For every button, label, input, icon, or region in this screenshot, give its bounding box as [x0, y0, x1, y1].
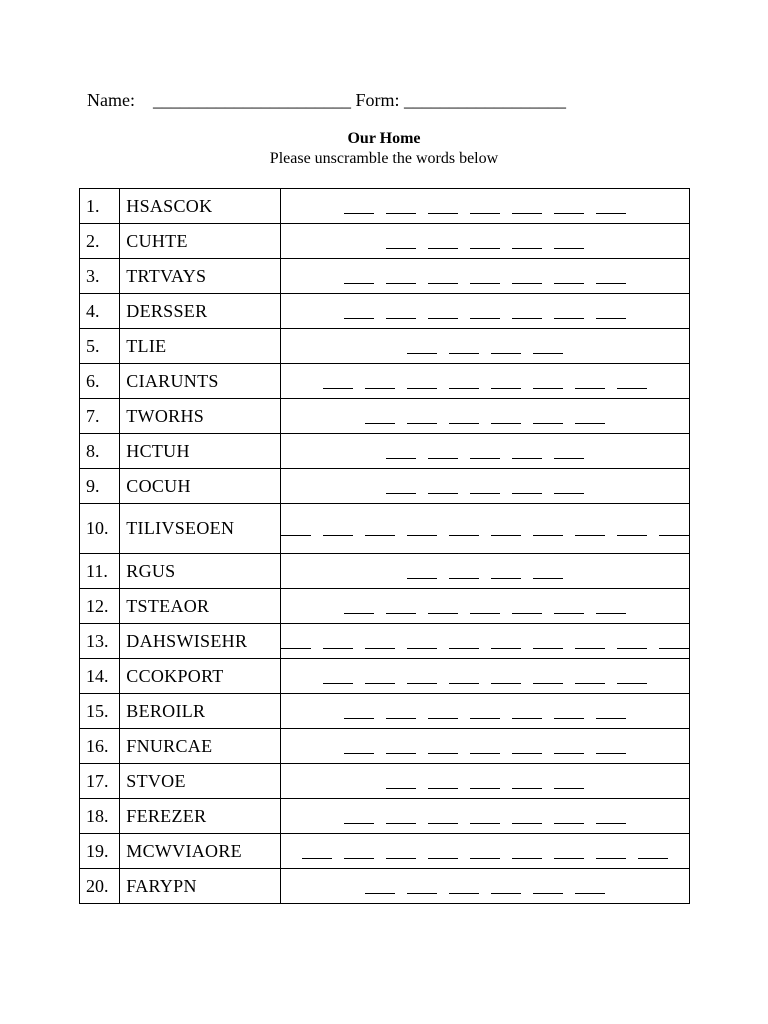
row-number: 7. — [80, 399, 120, 434]
letter-blank[interactable] — [596, 848, 626, 859]
scrambled-word: TSTEAOR — [120, 589, 281, 624]
letter-blank[interactable] — [344, 813, 374, 824]
letter-blank[interactable] — [554, 308, 584, 319]
scrambled-word: TWORHS — [120, 399, 281, 434]
letter-blank[interactable] — [617, 673, 647, 684]
answer-cell[interactable] — [281, 364, 690, 399]
answer-blanks[interactable] — [365, 413, 605, 424]
letter-blank[interactable] — [512, 743, 542, 754]
answer-cell[interactable] — [281, 624, 690, 659]
letter-blank[interactable] — [512, 848, 542, 859]
answer-cell[interactable] — [281, 294, 690, 329]
letter-blank[interactable] — [407, 638, 437, 649]
row-number: 17. — [80, 764, 120, 799]
table-row — [80, 799, 690, 834]
letter-blank[interactable] — [344, 708, 374, 719]
name-label: Name: — [87, 90, 135, 110]
letter-blank[interactable] — [428, 603, 458, 614]
letter-blank[interactable] — [449, 525, 479, 536]
answer-cell[interactable] — [281, 799, 690, 834]
letter-blank[interactable] — [512, 273, 542, 284]
letter-blank[interactable] — [386, 603, 416, 614]
letter-blank[interactable] — [659, 638, 689, 649]
row-number: 5. — [80, 329, 120, 364]
row-number: 6. — [80, 364, 120, 399]
letter-blank[interactable] — [596, 308, 626, 319]
letter-blank[interactable] — [365, 378, 395, 389]
answer-blanks[interactable] — [344, 708, 626, 719]
answer-blanks[interactable] — [407, 568, 563, 579]
letter-blank[interactable] — [575, 638, 605, 649]
letter-blank[interactable] — [281, 525, 311, 536]
letter-blank[interactable] — [470, 483, 500, 494]
letter-blank[interactable] — [344, 603, 374, 614]
row-number: 18. — [80, 799, 120, 834]
letter-blank[interactable] — [470, 203, 500, 214]
letter-blank[interactable] — [449, 413, 479, 424]
row-number: 9. — [80, 469, 120, 504]
letter-blank[interactable] — [386, 813, 416, 824]
scrambled-word: TRTVAYS — [120, 259, 281, 294]
letter-blank[interactable] — [491, 413, 521, 424]
letter-blank[interactable] — [302, 848, 332, 859]
table-row — [80, 554, 690, 589]
table-row — [80, 694, 690, 729]
letter-blank[interactable] — [470, 778, 500, 789]
letter-blank[interactable] — [428, 448, 458, 459]
letter-blank[interactable] — [554, 603, 584, 614]
letter-blank[interactable] — [323, 378, 353, 389]
scrambled-word: HCTUH — [120, 434, 281, 469]
answer-cell[interactable] — [281, 729, 690, 764]
answer-blanks[interactable] — [344, 273, 626, 284]
letter-blank[interactable] — [512, 203, 542, 214]
table-row — [80, 729, 690, 764]
letter-blank[interactable] — [365, 413, 395, 424]
letter-blank[interactable] — [344, 308, 374, 319]
letter-blank[interactable] — [428, 308, 458, 319]
scrambled-word: CUHTE — [120, 224, 281, 259]
letter-blank[interactable] — [365, 673, 395, 684]
letter-blank[interactable] — [470, 273, 500, 284]
letter-blank[interactable] — [449, 883, 479, 894]
letter-blank[interactable] — [407, 568, 437, 579]
letter-blank[interactable] — [386, 273, 416, 284]
letter-blank[interactable] — [596, 603, 626, 614]
letter-blank[interactable] — [617, 525, 647, 536]
letter-blank[interactable] — [470, 848, 500, 859]
letter-blank[interactable] — [575, 883, 605, 894]
letter-blank[interactable] — [386, 743, 416, 754]
letter-blank[interactable] — [554, 203, 584, 214]
letter-blank[interactable] — [386, 203, 416, 214]
answer-blanks[interactable] — [323, 378, 647, 389]
letter-blank[interactable] — [323, 673, 353, 684]
letter-blank[interactable] — [449, 673, 479, 684]
letter-blank[interactable] — [386, 238, 416, 249]
letter-blank[interactable] — [428, 273, 458, 284]
row-number: 13. — [80, 624, 120, 659]
answer-blanks[interactable] — [407, 343, 563, 354]
answer-blanks[interactable] — [344, 203, 626, 214]
letter-blank[interactable] — [533, 413, 563, 424]
table-row — [80, 869, 690, 904]
letter-blank[interactable] — [512, 483, 542, 494]
answer-blanks[interactable] — [386, 778, 584, 789]
letter-blank[interactable] — [617, 378, 647, 389]
letter-blank[interactable] — [428, 203, 458, 214]
answer-cell[interactable] — [281, 764, 690, 799]
letter-blank[interactable] — [596, 708, 626, 719]
letter-blank[interactable] — [512, 708, 542, 719]
worksheet-subtitle: Please unscramble the words below — [269, 150, 499, 167]
letter-blank[interactable] — [470, 603, 500, 614]
letter-blank[interactable] — [428, 743, 458, 754]
letter-blank[interactable] — [533, 883, 563, 894]
answer-blanks[interactable] — [281, 638, 689, 649]
letter-blank[interactable] — [554, 483, 584, 494]
letter-blank[interactable] — [533, 673, 563, 684]
letter-blank[interactable] — [386, 848, 416, 859]
table-row — [80, 469, 690, 504]
answer-cell[interactable] — [281, 589, 690, 624]
answer-cell[interactable] — [281, 259, 690, 294]
letter-blank[interactable] — [428, 483, 458, 494]
letter-blank[interactable] — [428, 813, 458, 824]
scrambled-word: FNURCAE — [120, 729, 281, 764]
letter-blank[interactable] — [386, 448, 416, 459]
letter-blank[interactable] — [554, 743, 584, 754]
letter-blank[interactable] — [470, 238, 500, 249]
letter-blank[interactable] — [533, 638, 563, 649]
worksheet-title: Our Home — [347, 130, 421, 147]
form-label: Form: — [355, 90, 400, 110]
row-number: 12. — [80, 589, 120, 624]
table-row — [80, 189, 690, 224]
table-row — [80, 659, 690, 694]
letter-blank[interactable] — [491, 568, 521, 579]
scrambled-word: FEREZER — [120, 799, 281, 834]
letter-blank[interactable] — [344, 273, 374, 284]
letter-blank[interactable] — [554, 448, 584, 459]
letter-blank[interactable] — [281, 638, 311, 649]
letter-blank[interactable] — [575, 378, 605, 389]
row-number: 20. — [80, 869, 120, 904]
table-row — [80, 624, 690, 659]
letter-blank[interactable] — [344, 848, 374, 859]
answer-blanks[interactable] — [323, 673, 647, 684]
row-number: 2. — [80, 224, 120, 259]
letter-blank[interactable] — [491, 343, 521, 354]
answer-blanks[interactable] — [344, 603, 626, 614]
answer-cell[interactable] — [281, 434, 690, 469]
letter-blank[interactable] — [386, 483, 416, 494]
scrambled-word: DERSSER — [120, 294, 281, 329]
letter-blank[interactable] — [491, 673, 521, 684]
letter-blank[interactable] — [449, 343, 479, 354]
letter-blank[interactable] — [596, 203, 626, 214]
table-row — [80, 399, 690, 434]
answer-cell[interactable] — [281, 504, 690, 554]
scrambled-word: CCOKPORT — [120, 659, 281, 694]
header-line — [87, 90, 566, 111]
letter-blank[interactable] — [365, 883, 395, 894]
letter-blank[interactable] — [533, 343, 563, 354]
table-row — [80, 294, 690, 329]
answer-cell[interactable] — [281, 869, 690, 904]
row-number: 16. — [80, 729, 120, 764]
table-row — [80, 834, 690, 869]
letter-blank[interactable] — [491, 883, 521, 894]
letter-blank[interactable] — [596, 813, 626, 824]
letter-blank[interactable] — [512, 778, 542, 789]
answer-cell[interactable] — [281, 469, 690, 504]
answer-blanks[interactable] — [344, 813, 626, 824]
answer-cell[interactable] — [281, 554, 690, 589]
table-row — [80, 434, 690, 469]
letter-blank[interactable] — [491, 525, 521, 536]
scrambled-word: CIARUNTS — [120, 364, 281, 399]
letter-blank[interactable] — [407, 413, 437, 424]
scrambled-word: FARYPN — [120, 869, 281, 904]
letter-blank[interactable] — [428, 708, 458, 719]
letter-blank[interactable] — [575, 525, 605, 536]
letter-blank[interactable] — [386, 778, 416, 789]
scrambled-word: STVOE — [120, 764, 281, 799]
name-blank[interactable]: ______________________ — [152, 90, 351, 110]
row-number: 19. — [80, 834, 120, 869]
answer-cell[interactable] — [281, 694, 690, 729]
letter-blank[interactable] — [323, 638, 353, 649]
row-number: 11. — [80, 554, 120, 589]
letter-blank[interactable] — [470, 308, 500, 319]
letter-blank[interactable] — [344, 203, 374, 214]
letter-blank[interactable] — [554, 848, 584, 859]
scramble-table — [79, 188, 690, 904]
letter-blank[interactable] — [512, 603, 542, 614]
answer-cell[interactable] — [281, 399, 690, 434]
table-row — [80, 589, 690, 624]
letter-blank[interactable] — [554, 778, 584, 789]
scrambled-word: DAHSWISEHR — [120, 624, 281, 659]
row-number: 10. — [80, 504, 120, 554]
letter-blank[interactable] — [554, 708, 584, 719]
letter-blank[interactable] — [659, 525, 689, 536]
letter-blank[interactable] — [512, 813, 542, 824]
letter-blank[interactable] — [323, 525, 353, 536]
letter-blank[interactable] — [407, 883, 437, 894]
answer-blanks[interactable] — [386, 238, 584, 249]
scrambled-word: COCUH — [120, 469, 281, 504]
table-row — [80, 329, 690, 364]
letter-blank[interactable] — [470, 708, 500, 719]
scrambled-word: TLIE — [120, 329, 281, 364]
letter-blank[interactable] — [533, 378, 563, 389]
form-blank[interactable]: __________________ — [404, 90, 566, 110]
scrambled-word: TILIVSEOEN — [120, 504, 281, 554]
scrambled-word: BEROILR — [120, 694, 281, 729]
letter-blank[interactable] — [470, 448, 500, 459]
letter-blank[interactable] — [638, 848, 668, 859]
letter-blank[interactable] — [470, 743, 500, 754]
answer-cell[interactable] — [281, 189, 690, 224]
letter-blank[interactable] — [533, 525, 563, 536]
answer-cell[interactable] — [281, 834, 690, 869]
answer-cell[interactable] — [281, 224, 690, 259]
row-number: 15. — [80, 694, 120, 729]
letter-blank[interactable] — [512, 238, 542, 249]
table-row — [80, 504, 690, 554]
letter-blank[interactable] — [449, 638, 479, 649]
letter-blank[interactable] — [428, 238, 458, 249]
letter-blank[interactable] — [386, 708, 416, 719]
letter-blank[interactable] — [575, 413, 605, 424]
letter-blank[interactable] — [470, 813, 500, 824]
letter-blank[interactable] — [407, 525, 437, 536]
letter-blank[interactable] — [491, 638, 521, 649]
letter-blank[interactable] — [596, 273, 626, 284]
answer-blanks[interactable] — [365, 883, 605, 894]
table-row — [80, 764, 690, 799]
letter-blank[interactable] — [449, 568, 479, 579]
letter-blank[interactable] — [449, 378, 479, 389]
row-number: 14. — [80, 659, 120, 694]
row-number: 3. — [80, 259, 120, 294]
answer-blanks[interactable] — [344, 743, 626, 754]
letter-blank[interactable] — [407, 673, 437, 684]
letter-blank[interactable] — [365, 525, 395, 536]
table-row — [80, 224, 690, 259]
table-row — [80, 364, 690, 399]
scrambled-word: RGUS — [120, 554, 281, 589]
letter-blank[interactable] — [554, 813, 584, 824]
scrambled-word: HSASCOK — [120, 189, 281, 224]
answer-blanks[interactable] — [344, 308, 626, 319]
letter-blank[interactable] — [407, 343, 437, 354]
row-number: 1. — [80, 189, 120, 224]
letter-blank[interactable] — [428, 778, 458, 789]
answer-blanks[interactable] — [386, 448, 584, 459]
letter-blank[interactable] — [575, 673, 605, 684]
letter-blank[interactable] — [365, 638, 395, 649]
table-row — [80, 259, 690, 294]
letter-blank[interactable] — [512, 308, 542, 319]
answer-blanks[interactable] — [302, 848, 668, 859]
letter-blank[interactable] — [596, 743, 626, 754]
answer-blanks[interactable] — [386, 483, 584, 494]
row-number: 4. — [80, 294, 120, 329]
letter-blank[interactable] — [428, 848, 458, 859]
letter-blank[interactable] — [491, 378, 521, 389]
answer-cell[interactable] — [281, 329, 690, 364]
letter-blank[interactable] — [554, 273, 584, 284]
letter-blank[interactable] — [407, 378, 437, 389]
answer-blanks[interactable] — [281, 525, 689, 536]
letter-blank[interactable] — [386, 308, 416, 319]
letter-blank[interactable] — [512, 448, 542, 459]
letter-blank[interactable] — [554, 238, 584, 249]
letter-blank[interactable] — [533, 568, 563, 579]
letter-blank[interactable] — [617, 638, 647, 649]
scrambled-word: MCWVIAORE — [120, 834, 281, 869]
row-number: 8. — [80, 434, 120, 469]
letter-blank[interactable] — [344, 743, 374, 754]
answer-cell[interactable] — [281, 659, 690, 694]
